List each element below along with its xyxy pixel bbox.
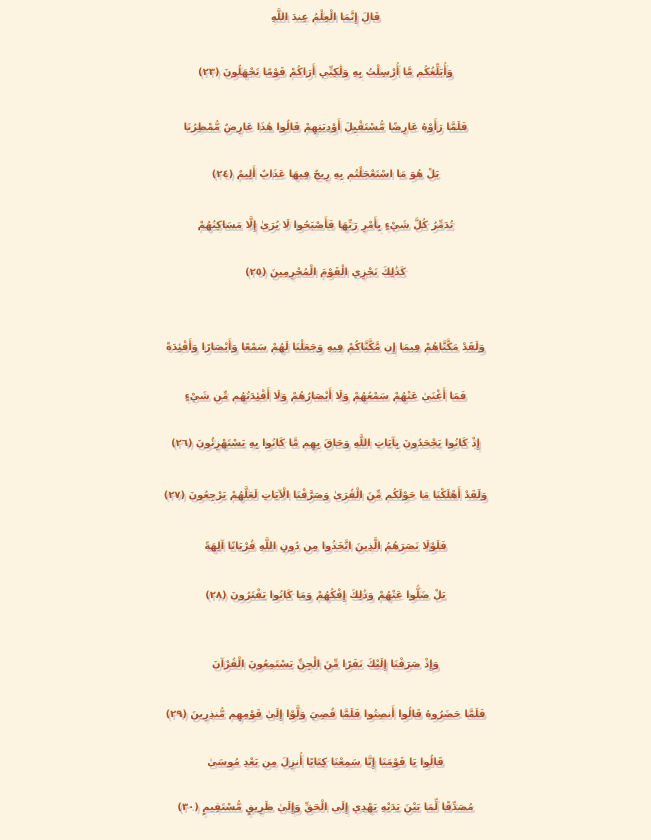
verse-line: وَلَقَدْ أَهْلَكْنَا مَا حَوْلَكُم مِّنَ الْقُرَىٰ وَصَرَّفْنَا الْآيَاتِ لَعَلَّهُمْ يَرْجِعُونَ (٢٧) [0,481,651,511]
verse-line: قَالَ إِنَّمَا الْعِلْمُ عِندَ اللَّهِ [0,3,651,33]
verse-line: كَذَٰلِكَ نَجْزِي الْقَوْمَ الْمُجْرِمِينَ (٢٥) [0,258,651,288]
verse-line: مُصَدِّقًا لِّمَا بَيْنَ يَدَيْهِ يَهْدِي إِلَى الْحَقِّ وَإِلَىٰ طَرِيقٍ مُّسْتَقِيمٍ (٣٠) [0,793,651,823]
verse-line: قَالُوا يَا قَوْمَنَا إِنَّا سَمِعْنَا كِتَابًا أُنزِلَ مِن بَعْدِ مُوسَىٰ [0,748,651,778]
verse-line: فَمَا أَغْنَىٰ عَنْهُمْ سَمْعُهُمْ وَلَا أَبْصَارُهُمْ وَلَا أَفْئِدَتُهُم مِّن شَيْءٍ [0,382,651,412]
verse-line: فَلَمَّا رَأَوْهُ عَارِضًا مُّسْتَقْبِلَ أَوْدِيَتِهِمْ قَالُوا هَٰذَا عَارِضٌ مُّمْطِرُنَا [0,113,651,143]
verse-line: فَلَوْلَا نَصَرَهُمُ الَّذِينَ اتَّخَذُوا مِن دُونِ اللَّهِ قُرْبَانًا آلِهَةً [0,532,651,562]
verse-line: وَأُبَلِّغُكُم مَّا أُرْسِلْتُ بِهِ وَلَٰكِنِّي أَرَاكُمْ قَوْمًا تَجْهَلُونَ (٢٣) [0,58,651,88]
verse-line: بَلْ ضَلُّوا عَنْهُمْ وَذَٰلِكَ إِفْكُهُمْ وَمَا كَانُوا يَفْتَرُونَ (٢٨) [0,581,651,611]
verse-line: وَإِذْ صَرَفْنَا إِلَيْكَ نَفَرًا مِّنَ الْجِنِّ يَسْتَمِعُونَ الْقُرْآنَ [0,650,651,680]
verse-line: تُدَمِّرُ كُلَّ شَيْءٍ بِأَمْرِ رَبِّهَا فَأَصْبَحُوا لَا يُرَىٰ إِلَّا مَسَاكِنُهُمْ [0,211,651,241]
verse-line: إِذْ كَانُوا يَجْحَدُونَ بِآيَاتِ اللَّهِ وَحَاقَ بِهِم مَّا كَانُوا بِهِ يَسْتَهْزِئُونَ (٢٦) [0,429,651,459]
verse-line: وَلَقَدْ مَكَّنَّاهُمْ فِيمَا إِن مَّكَّنَّاكُمْ فِيهِ وَجَعَلْنَا لَهُمْ سَمْعًا وَأَبْصَارًا وَأَفْئِدَةً [0,333,651,363]
verse-line: بَلْ هُوَ مَا اسْتَعْجَلْتُم بِهِ رِيحٌ فِيهَا عَذَابٌ أَلِيمٌ (٢٤) [0,160,651,190]
verse-line: فَلَمَّا حَضَرُوهُ قَالُوا أَنصِتُوا فَلَمَّا قُضِيَ وَلَّوْا إِلَىٰ قَوْمِهِم مُّنذِرِينَ (٢٩) [0,700,651,730]
